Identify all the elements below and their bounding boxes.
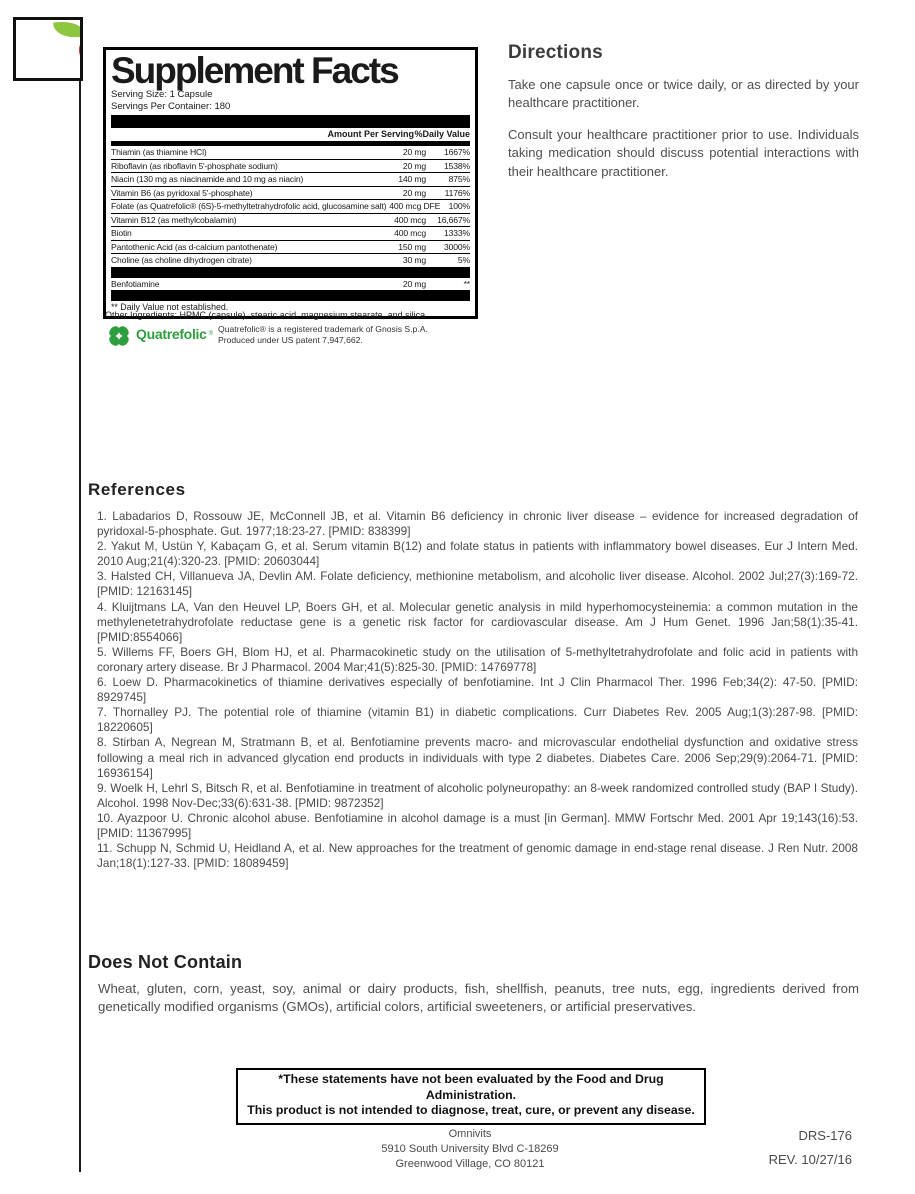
reference-item-9: 9. Woelk H, Lehrl S, Bitsch R, et al. Benfotiamine in treatment of alcoholic polyneuropathy: an 8-week randomized controlled study (BAP I Study). Alcohol. 1998 Nov-Dec;33(6):631-38. [PMID: 9872352] xyxy=(97,780,858,810)
references-section xyxy=(88,480,860,871)
nutrient-amount: 20 mg xyxy=(402,160,426,171)
quatrefolic-block xyxy=(107,324,479,353)
table-row xyxy=(111,214,470,228)
divider-bar-thick xyxy=(111,267,470,278)
revision-date: REV. 10/27/16 xyxy=(768,1152,852,1167)
nutrient-name: Vitamin B12 (as methylcobalamin) xyxy=(111,214,237,225)
nutrient-name: Biotin xyxy=(111,228,132,238)
clover-icon xyxy=(107,324,131,353)
reference-item-5: 5. Willems FF, Boers GH, Blom HJ, et al. Pharmacokinetic study on the utilisation of 5-methyltetrahydrofolate and folic acid in patients with coronary artery disease. Br J Pharmacol. 2004 Mar;41(5):825-30. [PMID: 14769778] xyxy=(97,644,858,674)
nutrient-name: Pantothenic Acid (as d-calcium pantothenate) xyxy=(111,241,278,252)
reference-item-4: 4. Kluijtmans LA, Van den Heuvel LP, Boers GH, et al. Molecular genetic analysis in mild hyperhomocysteinemia: a common mutation in the methylenetetrahydrofolate reductase gene is a genetic risk factor for cardiovascular disease. Am J Hum Genet. 1996 Jan;58(1):35-41. [PMID:8554066] xyxy=(97,599,858,644)
nutrient-name: Benfotiamine xyxy=(111,278,160,289)
reference-item-6: 6. Loew D. Pharmacokinetics of thiamine derivatives especially of benfotiamine. Int J Clin Pharmacol Ther. 1996 Feb;34(2): 47-50. [PMID: 8929745] xyxy=(97,675,858,705)
left-crop-rule xyxy=(79,80,81,1172)
reference-item-10: 10. Ayazpoor U. Chronic alcohol abuse. Benfotiamine in alcohol damage is a must [in German]. MMW Fortschr Med. 2001 Apr 19;143(16):53. [PMID: 11367995] xyxy=(97,810,858,840)
quatrefolic-wordmark xyxy=(136,326,213,342)
table-row xyxy=(111,160,470,174)
supplement-facts-panel xyxy=(103,47,478,319)
divider-bar-thick xyxy=(111,290,470,301)
nutrient-dv: 16,667% xyxy=(437,214,470,225)
footer-address-block xyxy=(300,1127,640,1172)
servings-per-container: Servings Per Container: 180 xyxy=(111,101,231,112)
reference-item-3: 3. Halsted CH, Villanueva JA, Devlin AM. Folate deficiency, methionine metabolism, and alcoholic liver disease. Alcohol. 2002 Jul;27(3):169-72. [PMID: 12163145] xyxy=(97,569,858,599)
divider-bar-thick xyxy=(111,115,470,128)
nutrient-amount: 20 mg xyxy=(402,278,426,289)
supplement-facts-title: Supplement Facts xyxy=(111,50,398,91)
nutrient-amount: 140 mg xyxy=(398,174,426,184)
nutrient-name: Thiamin (as thiamine HCl) xyxy=(111,147,207,157)
nutrient-dv: 875% xyxy=(448,174,470,184)
fda-disclaimer-box xyxy=(236,1068,706,1125)
nutrient-amount: 30 mg xyxy=(402,255,426,265)
table-row-benfotiamine xyxy=(111,278,470,291)
nutrient-name: Choline (as choline dihydrogen citrate) xyxy=(111,255,252,265)
nutrient-amount: 20 mg xyxy=(402,187,426,198)
nutrient-name: Niacin (130 mg as niacinamide and 10 mg as niacin) xyxy=(111,174,304,184)
apple-icon xyxy=(79,36,83,64)
table-header-row xyxy=(111,128,470,141)
nutrient-dv: 1667% xyxy=(443,147,470,157)
table-row xyxy=(111,187,470,201)
nutrient-dv: ** xyxy=(463,278,470,289)
nutrient-name: Vitamin B6 (as pyridoxal 5'-phosphate) xyxy=(111,187,253,198)
nutrient-dv: 5% xyxy=(457,255,470,265)
reference-item-11: 11. Schupp N, Schmid U, Heidland A, et al. New approaches for the treatment of genomic damage in end-stage renal disease. J Ren Nutr. 2008 Jan;18(1):127-33. [PMID: 18089459] xyxy=(97,841,858,871)
company-name: Omnivits xyxy=(448,1128,492,1140)
nutrient-dv: 100% xyxy=(448,201,470,211)
directions-paragraph-1: Take one capsule once or twice daily, or as directed by your healthcare practitioner. xyxy=(508,77,859,111)
serving-size: Serving Size: 1 Capsule xyxy=(111,89,213,100)
quatrefolic-trademark-note: Quatrefolic® is a registered trademark of Gnosis S.p.A. Produced under US patent 7,947,662. xyxy=(218,324,428,345)
company-address-line-2: Greenwood Village, CO 80121 xyxy=(395,1157,545,1170)
does-not-contain-section xyxy=(88,952,860,1017)
nutrient-amount: 20 mg xyxy=(402,147,426,157)
reference-item-1: 1. Labadarios D, Rossouw JE, McConnell JB, et al. Vitamin B6 deficiency in chronic liver disease – evidence for increased degradation of pyridoxal-5-phosphate. Gut. 1977;18:23-27. [PMID: 838399] xyxy=(97,509,858,539)
table-row xyxy=(111,200,470,214)
other-ingredients: Other Ingredients: HPMC (capsule), stearic acid, magnesium stearate, and silica. xyxy=(105,310,428,320)
directions-title: Directions xyxy=(508,42,603,63)
reference-item-2: 2. Yakut M, Ustün Y, Kabaçam G, et al. Serum vitamin B(12) and folate status in patients with inflammatory bowel diseases. Eur J Intern Med. 2010 Aug;21(4):320-23. [PMID: 20603044] xyxy=(97,539,858,569)
does-not-contain-title: Does Not Contain xyxy=(88,952,243,972)
reference-item-8: 8. Stirban A, Negrean M, Stratmann B, et al. Benfotiamine prevents macro- and microvascular endothelial dysfunction and oxidative stress following a meal rich in advanced glycation end products in individuals with type 2 diabetes. Diabetes Care. 2006 Sep;29(9):2064-71. [PMID: 16936154] xyxy=(97,735,858,780)
footer-doc-block xyxy=(769,1128,852,1167)
nutrient-amount: 400 mcg xyxy=(394,228,426,238)
brand-logo xyxy=(13,17,83,81)
references-list xyxy=(97,509,858,871)
nutrient-dv: 1176% xyxy=(444,187,470,198)
table-row xyxy=(111,227,470,241)
fda-disclaimer-line-1: *These statements have not been evaluated by the Food and Drug Administration. xyxy=(278,1072,664,1102)
document-id: DRS-176 xyxy=(798,1128,852,1143)
nutrient-amount: 400 mcg xyxy=(394,214,426,225)
dv-footnote: ** Daily Value not established. xyxy=(111,302,229,312)
table-row xyxy=(111,146,470,160)
nutrient-name: Riboflavin (as riboflavin 5'-phosphate sodium) xyxy=(111,160,278,171)
reference-item-7: 7. Thornalley PJ. The potential role of thiamine (vitamin B1) in diabetic complications. Curr Diabetes Rev. 2005 Aug;1(3):287-98. [PMID: 18220605] xyxy=(97,705,858,735)
nutrient-name: Folate (as Quatrefolic® (6S)-5-methyltetrahydrofolic acid, glucosamine salt) xyxy=(111,201,387,211)
nutrient-amount: 150 mg xyxy=(398,241,426,252)
directions-section xyxy=(508,42,859,194)
column-header-dv: %Daily Value xyxy=(414,129,470,139)
table-row xyxy=(111,173,470,187)
nutrient-dv: 3000% xyxy=(443,241,470,252)
nutrient-dv: 1333% xyxy=(443,228,470,238)
does-not-contain-text: Wheat, gluten, corn, yeast, soy, animal or dairy products, fish, shellfish, peanuts, tree nuts, egg, ingredients derived from genetically modified organisms (GMOs), artificial colors, artificial sweeteners, or artificial preservatives. xyxy=(98,981,859,1015)
nutrient-amount: 400 mcg DFE xyxy=(389,201,441,211)
company-address-line-1: 5910 South University Blvd C-18269 xyxy=(381,1142,559,1155)
registered-mark: ® xyxy=(208,331,214,337)
table-row xyxy=(111,254,470,267)
quatrefolic-brand-text: Quatrefolic xyxy=(136,326,207,342)
apple-leaf-icon xyxy=(53,19,83,39)
column-header-amount: Amount Per Serving xyxy=(327,129,414,139)
table-row xyxy=(111,241,470,255)
nutrient-dv: 1538% xyxy=(443,160,470,171)
directions-paragraph-2: Consult your healthcare practitioner prior to use. Individuals taking medication should discuss potential interactions with their healthcare practitioner. xyxy=(508,126,859,179)
references-title: References xyxy=(88,480,186,499)
fda-disclaimer-line-2: This product is not intended to diagnose, treat, cure, or prevent any disease. xyxy=(247,1103,695,1118)
